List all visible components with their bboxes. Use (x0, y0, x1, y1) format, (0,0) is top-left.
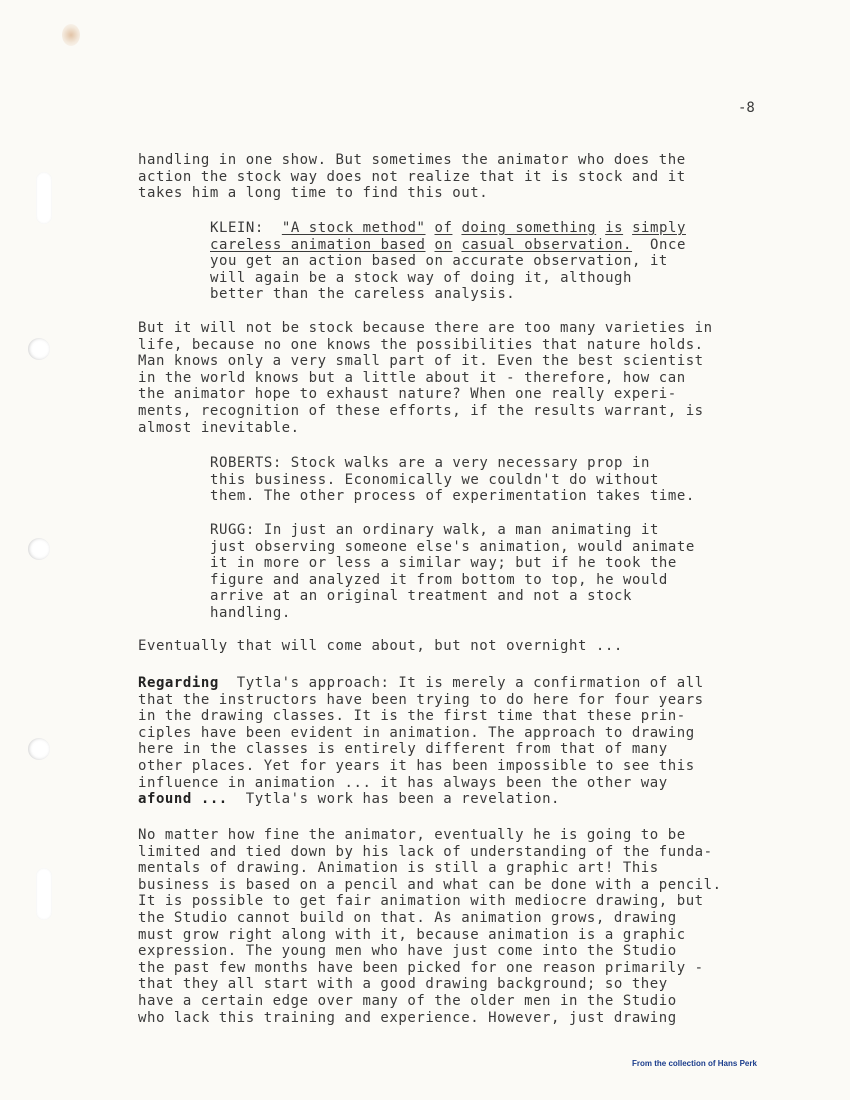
text-line: in the drawing classes. It is the first time that these prin- (138, 708, 686, 725)
punch-hole (28, 338, 50, 360)
text-line: it in more or less a similar way; but if he took the (210, 555, 677, 572)
underlined-text: of (434, 220, 453, 236)
text-line (210, 237, 686, 254)
text-line: them. The other process of experimentation takes time. (210, 488, 695, 505)
roberts-quote (210, 455, 695, 505)
text-line: better than the careless analysis. (210, 286, 516, 303)
text-line: the animator hope to exhaust nature? When one really experi- (138, 386, 677, 403)
text-span: Once (650, 236, 686, 253)
text-line: No matter how fine the animator, eventually he is going to be (138, 827, 686, 843)
underlined-text: simply (632, 220, 686, 236)
text-line: handling. (210, 604, 291, 621)
text-line: other places. Yet for years it has been impossible to see this (138, 757, 695, 774)
text-line (138, 675, 704, 692)
text-line: RUGG: In just an ordinary walk, a man animating it (210, 522, 659, 538)
text-line: must grow right along with it, because animation is a graphic (138, 926, 686, 943)
text-line (210, 220, 686, 237)
binder-slot (36, 868, 52, 920)
text-line: life, because no one knows the possibilities that nature holds. (138, 336, 704, 353)
text-line: Man knows only a very small part of it. Even the best scientist (138, 353, 704, 370)
paragraph-1 (138, 152, 686, 202)
text-line: will again be a stock way of doing it, although (210, 269, 632, 286)
text-line: influence in animation ... it has always been the other way (138, 774, 668, 791)
lead-word: Regarding (138, 675, 219, 691)
text-line: takes him a long time to find this out. (138, 185, 489, 202)
text-line: handling in one show. But sometimes the animator who does the (138, 152, 686, 168)
text-line: Eventually that will come about, but not overnight ... (138, 638, 623, 654)
text-line: mentals of drawing. Animation is still a graphic art! This (138, 860, 659, 877)
text-line: you get an action based on accurate observation, it (210, 253, 668, 270)
text-line: limited and tied down by his lack of understanding of the funda- (138, 843, 713, 860)
collection-credit: From the collection of Hans Perk (632, 1059, 757, 1068)
text-line: expression. The young men who have just come into the Studio (138, 943, 677, 960)
text-line: But it will not be stock because there are too many varieties in (138, 320, 713, 336)
underlined-text: casual observation. (461, 236, 633, 253)
underlined-text: doing something (461, 220, 597, 236)
text-line: ciples have been evident in animation. The approach to drawing (138, 724, 695, 741)
text-span: Tytla's approach: It is merely a confirmation of all (236, 675, 704, 691)
overtyped-word: afound ... (138, 791, 228, 808)
paragraph-5 (138, 827, 722, 1026)
underlined-text: on (434, 236, 453, 253)
text-line: action the stock way does not realize that it is stock and it (138, 168, 686, 185)
text-line: arrive at an original treatment and not a stock (210, 588, 632, 605)
text-span: Tytla's work has been a revelation. (245, 791, 561, 808)
text-line: business is based on a pencil and what can be done with a pencil. (138, 876, 722, 893)
text-line: ments, recognition of these efforts, if the results warrant, is (138, 402, 704, 419)
text-line: that they all start with a good drawing background; so they (138, 976, 668, 993)
text-line: who lack this training and experience. However, just drawing (138, 1009, 677, 1026)
rugg-quote (210, 522, 695, 622)
klein-quote (210, 220, 686, 303)
paper-stain (62, 24, 80, 46)
text-line: this business. Economically we couldn't do without (210, 471, 659, 488)
text-line: figure and analyzed it from bottom to top, he would (210, 571, 668, 588)
text-line: that the instructors have been trying to do here for four years (138, 691, 704, 708)
text-line: the Studio cannot build on that. As animation grows, drawing (138, 909, 677, 926)
underlined-text: is (605, 220, 624, 236)
text-line: the past few months have been picked for one reason primarily - (138, 959, 704, 976)
page-number: -8 (738, 100, 755, 116)
binder-slot (36, 172, 52, 224)
paragraph-4 (138, 675, 704, 808)
text-line: It is possible to get fair animation with mediocre drawing, but (138, 893, 704, 910)
text-line: in the world knows but a little about it - therefore, how can (138, 369, 686, 386)
text-line: almost inevitable. (138, 419, 300, 436)
text-line: ROBERTS: Stock walks are a very necessary prop in (210, 455, 650, 471)
paragraph-3 (138, 638, 623, 655)
paragraph-2 (138, 320, 713, 436)
text-line (138, 791, 704, 808)
punch-hole (28, 538, 50, 560)
text-line: have a certain edge over many of the older men in the Studio (138, 992, 677, 1009)
speaker-name: KLEIN: (210, 220, 264, 236)
underlined-text: "A stock method" (281, 220, 426, 236)
text-line: just observing someone else's animation, would animate (210, 538, 695, 555)
text-line: here in the classes is entirely different from that of many (138, 741, 668, 758)
underlined-text: careless animation based (210, 236, 426, 253)
punch-hole (28, 738, 50, 760)
